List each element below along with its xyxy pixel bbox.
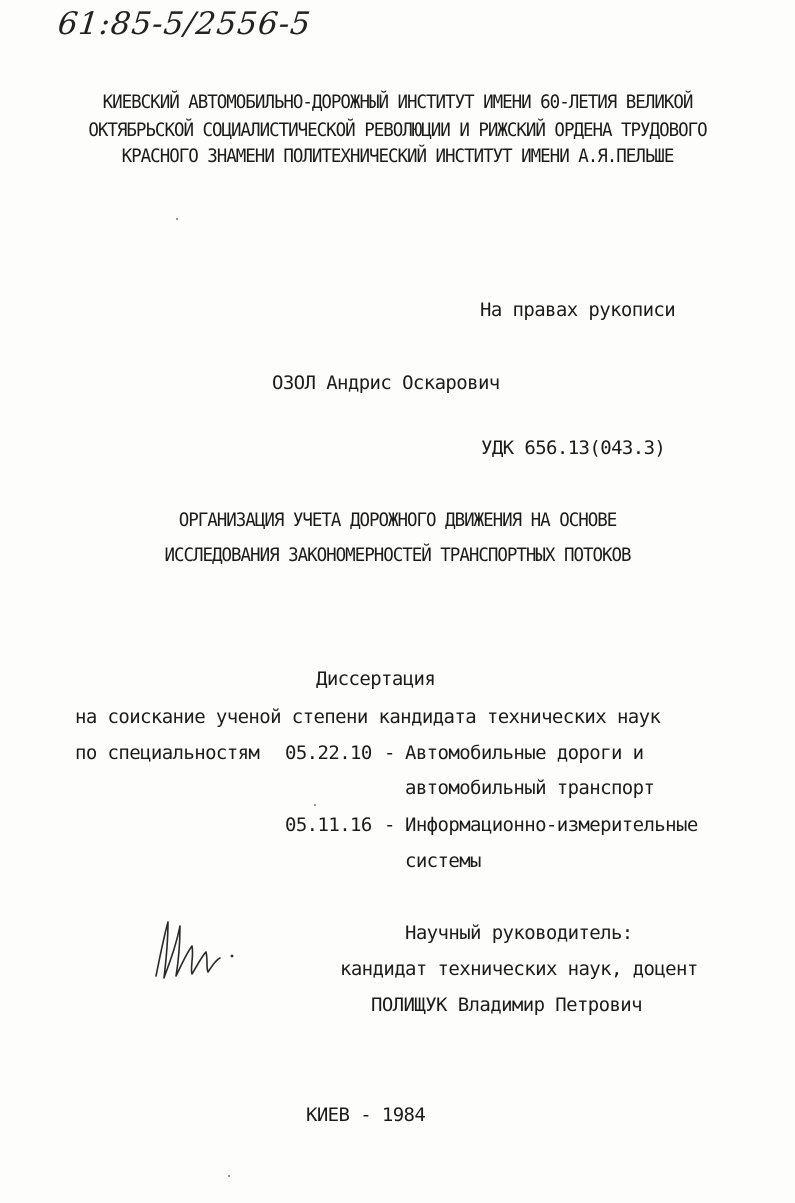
specialty-name-2a: Информационно-измерительные <box>405 814 698 836</box>
specialty-prefix: по специальностям <box>75 742 260 764</box>
title-line-1: ОРГАНИЗАЦИЯ УЧЕТА ДОРОЖНОГО ДВИЖЕНИЯ НА ОСНОВЕ <box>178 509 617 531</box>
handwritten-catalog-code: 61:85-5/2556-5 <box>56 6 313 42</box>
paper-speck <box>228 1175 230 1177</box>
rights-note: На правах рукописи <box>480 299 676 321</box>
city-year: КИЕВ - 1984 <box>306 1104 426 1126</box>
supervisor-name: ПОЛИЩУК Владимир Петрович <box>371 994 642 1016</box>
paper-speck <box>314 804 316 806</box>
degree-line: на соискание ученой степени кандидата технических наук <box>75 706 661 728</box>
supervisor-label: Научный руководитель: <box>405 922 633 944</box>
author-signature <box>148 916 258 986</box>
specialty-code-1: 05.22.10 <box>285 742 372 764</box>
supervisor-degree: кандидат технических наук, доцент <box>340 958 698 980</box>
institution-line-1: КИЕВСКИЙ АВТОМОБИЛЬНО-ДОРОЖНЫЙ ИНСТИТУТ ИМЕНИ 60-ЛЕТИЯ ВЕЛИКОЙ <box>102 91 693 113</box>
specialty-dash-1: - <box>384 742 395 764</box>
title-line-2: ИССЛЕДОВАНИЯ ЗАКОНОМЕРНОСТЕЙ ТРАНСПОРТНЫХ ПОТОКОВ <box>164 544 631 566</box>
specialty-dash-2: - <box>384 814 395 836</box>
udk-code: УДК 656.13(043.3) <box>481 437 666 459</box>
specialty-name-2b: системы <box>405 850 481 872</box>
institution-line-2: ОКТЯБРЬСКОЙ СОЦИАЛИСТИЧЕСКОЙ РЕВОЛЮЦИИ И РИЖСКИЙ ОРДЕНА ТРУДОВОГО <box>88 119 707 141</box>
paper-speck <box>176 218 178 220</box>
specialty-code-2: 05.11.16 <box>285 814 372 836</box>
institution-line-3: КРАСНОГО ЗНАМЕНИ ПОЛИТЕХНИЧЕСКИЙ ИНСТИТУТ ИМЕНИ А.Я.ПЕЛЬШЕ <box>121 145 674 167</box>
specialty-name-1a: Автомобильные дороги и <box>405 742 644 764</box>
specialty-name-1b: автомобильный транспорт <box>405 777 655 799</box>
dissertation-heading: Диссертация <box>316 668 436 690</box>
author-name: ОЗОЛ Андрис Оскарович <box>272 372 500 394</box>
